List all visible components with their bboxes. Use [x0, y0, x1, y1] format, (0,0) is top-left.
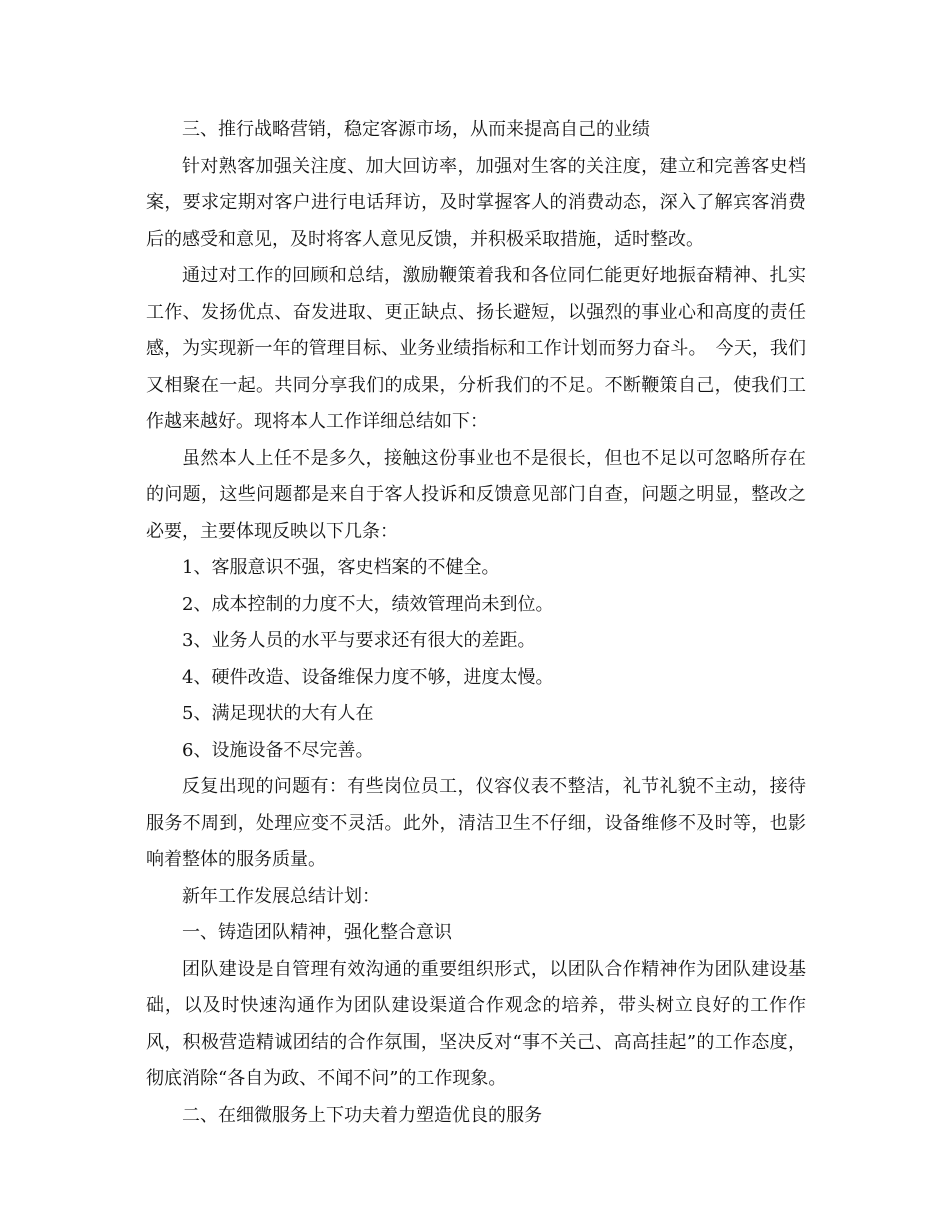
list-item-1: 1、客服意识不强，客史档案的不健全。: [182, 557, 500, 578]
document-body: [146, 112, 806, 1134]
section-heading-3: 三、推行战略营销，稳定客源市场，从而来提高自己的业绩: [182, 119, 650, 140]
list-item-4: 4、硬件改造、设备维保力度不够，进度太慢。: [182, 666, 554, 688]
paragraph-customer-focus: 针对熟客加强关注度、加大回访率，加强对生客的关注度，建立和完善客史档案，要求定期对客户进行电话拜访，及时掌握客人的消费动态，深入了解宾客消费后的感受和意见，及时将客人意见反馈，并积极采取措施，适时整改。: [146, 155, 806, 250]
list-item-2: 2、成本控制的力度不大，绩效管理尚未到位。: [182, 593, 554, 615]
paragraph-team-building: 团队建设是自管理有效沟通的重要组织形式，以团队合作精神作为团队建设基础，以及时快速沟通作为团队建设渠道合作观念的培养，带头树立良好的工作作风，积极营造精诚团结的合作氛围，坚决反对“事不关己、高高挂起”的工作态度，彻底消除“各自为政、不闻不问”的工作现象。: [146, 958, 806, 1089]
paragraph-problems-intro: 虽然本人上任不是多久，接触这份事业也不是很长，但也不足以可忽略所存在的问题，这些问题都是来自于客人投诉和反馈意见部门自查，问题之明显，整改之必要，主要体现反映以下几条：: [146, 447, 806, 542]
paragraph-new-year-plan: 新年工作发展总结计划：: [182, 885, 380, 907]
list-item-5: 5、满足现状的大有人在: [182, 703, 374, 724]
list-item-3: 3、业务人员的水平与要求还有很大的差距。: [182, 630, 536, 651]
section-heading-2: 二、在细微服务上下功夫着力塑造优良的服务: [182, 1104, 542, 1126]
list-item-6: 6、设施设备不尽完善。: [182, 739, 374, 761]
section-heading-1: 一、铸造团队精神，强化整合意识: [182, 922, 452, 943]
paragraph-recurring-issues: 反复出现的问题有：有些岗位员工，仪容仪表不整洁，礼节礼貌不主动，接待服务不周到，处理应变不灵活。此外，清洁卫生不仔细，设备维修不及时等，也影响着整体的服务质量。: [146, 776, 806, 870]
paragraph-review-summary: 通过对工作的回顾和总结，激励鞭策着我和各位同仁能更好地振奋精神、扎实工作、发扬优点、奋发进取、更正缺点、扬长避短，以强烈的事业心和高度的责任感，为实现新一年的管理目标、业务业绩指标和工作计划而努力奋斗。 今天，我们又相聚在一起。共同分享我们的成果，分析我们的不足。不断鞭策自己，使我们工作越来越好。现将本人工作详细总结如下：: [146, 265, 806, 432]
